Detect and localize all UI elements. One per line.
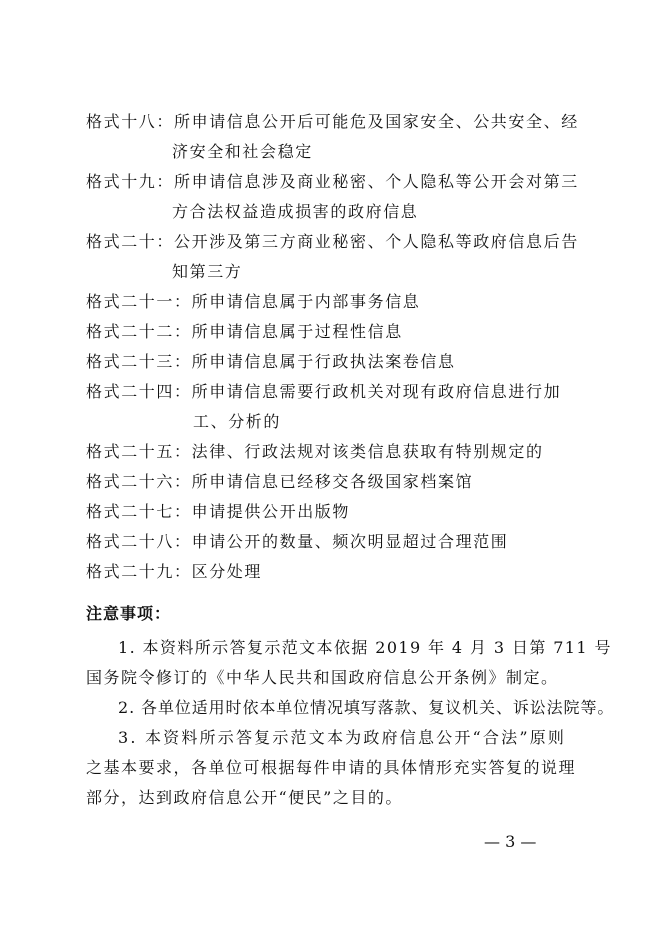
note-1-line-1: 1. 本资料所示答复示范文本依据 2019 年 4 月 3 日第 711 号 <box>118 638 612 657</box>
note-3-line-1: 3. 本资料所示答复示范文本为政府信息公开“合法”原则 <box>118 728 567 747</box>
format-18-line-2: 济安全和社会稳定 <box>172 142 313 161</box>
format-21-line-1: 格式二十一：所申请信息属于内部事务信息 <box>86 292 421 311</box>
format-24-line-2: 工、分析的 <box>193 412 282 431</box>
note-2-line-1: 2. 各单位适用时依本单位情况填写落款、复议机关、诉讼法院等。 <box>118 698 615 717</box>
format-19-line-1: 格式十九：所申请信息涉及商业秘密、个人隐私等公开会对第三 <box>86 172 579 191</box>
page-number: — 3 — <box>484 832 537 851</box>
format-29-line-1: 格式二十九：区分处理 <box>86 562 263 581</box>
format-19-line-2: 方合法权益造成损害的政府信息 <box>172 202 419 221</box>
notes-heading: 注意事项： <box>86 604 172 623</box>
format-28-line-1: 格式二十八：申请公开的数量、频次明显超过合理范围 <box>86 532 509 551</box>
note-1-line-2: 国务院令修订的《中华人民共和国政府信息公开条例》制定。 <box>86 668 559 687</box>
format-18-line-1: 格式十八：所申请信息公开后可能危及国家安全、公共安全、经 <box>86 112 579 131</box>
format-22-line-1: 格式二十二：所申请信息属于过程性信息 <box>86 322 403 341</box>
format-26-line-1: 格式二十六：所申请信息已经移交各级国家档案馆 <box>86 472 474 491</box>
format-20-line-2: 知第三方 <box>172 262 243 281</box>
note-3-line-3: 部分，达到政府信息公开“便民”之目的。 <box>86 788 403 807</box>
format-24-line-1: 格式二十四：所申请信息需要行政机关对现有政府信息进行加 <box>86 382 562 401</box>
format-25-line-1: 格式二十五：法律、行政法规对该类信息获取有特别规定的 <box>86 442 544 461</box>
note-3-line-2: 之基本要求，各单位可根据每件申请的具体情形充实答复的说理 <box>86 758 577 777</box>
format-23-line-1: 格式二十三：所申请信息属于行政执法案卷信息 <box>86 352 456 371</box>
format-27-line-1: 格式二十七：申请提供公开出版物 <box>86 502 351 521</box>
format-20-line-1: 格式二十：公开涉及第三方商业秘密、个人隐私等政府信息后告 <box>86 232 579 251</box>
